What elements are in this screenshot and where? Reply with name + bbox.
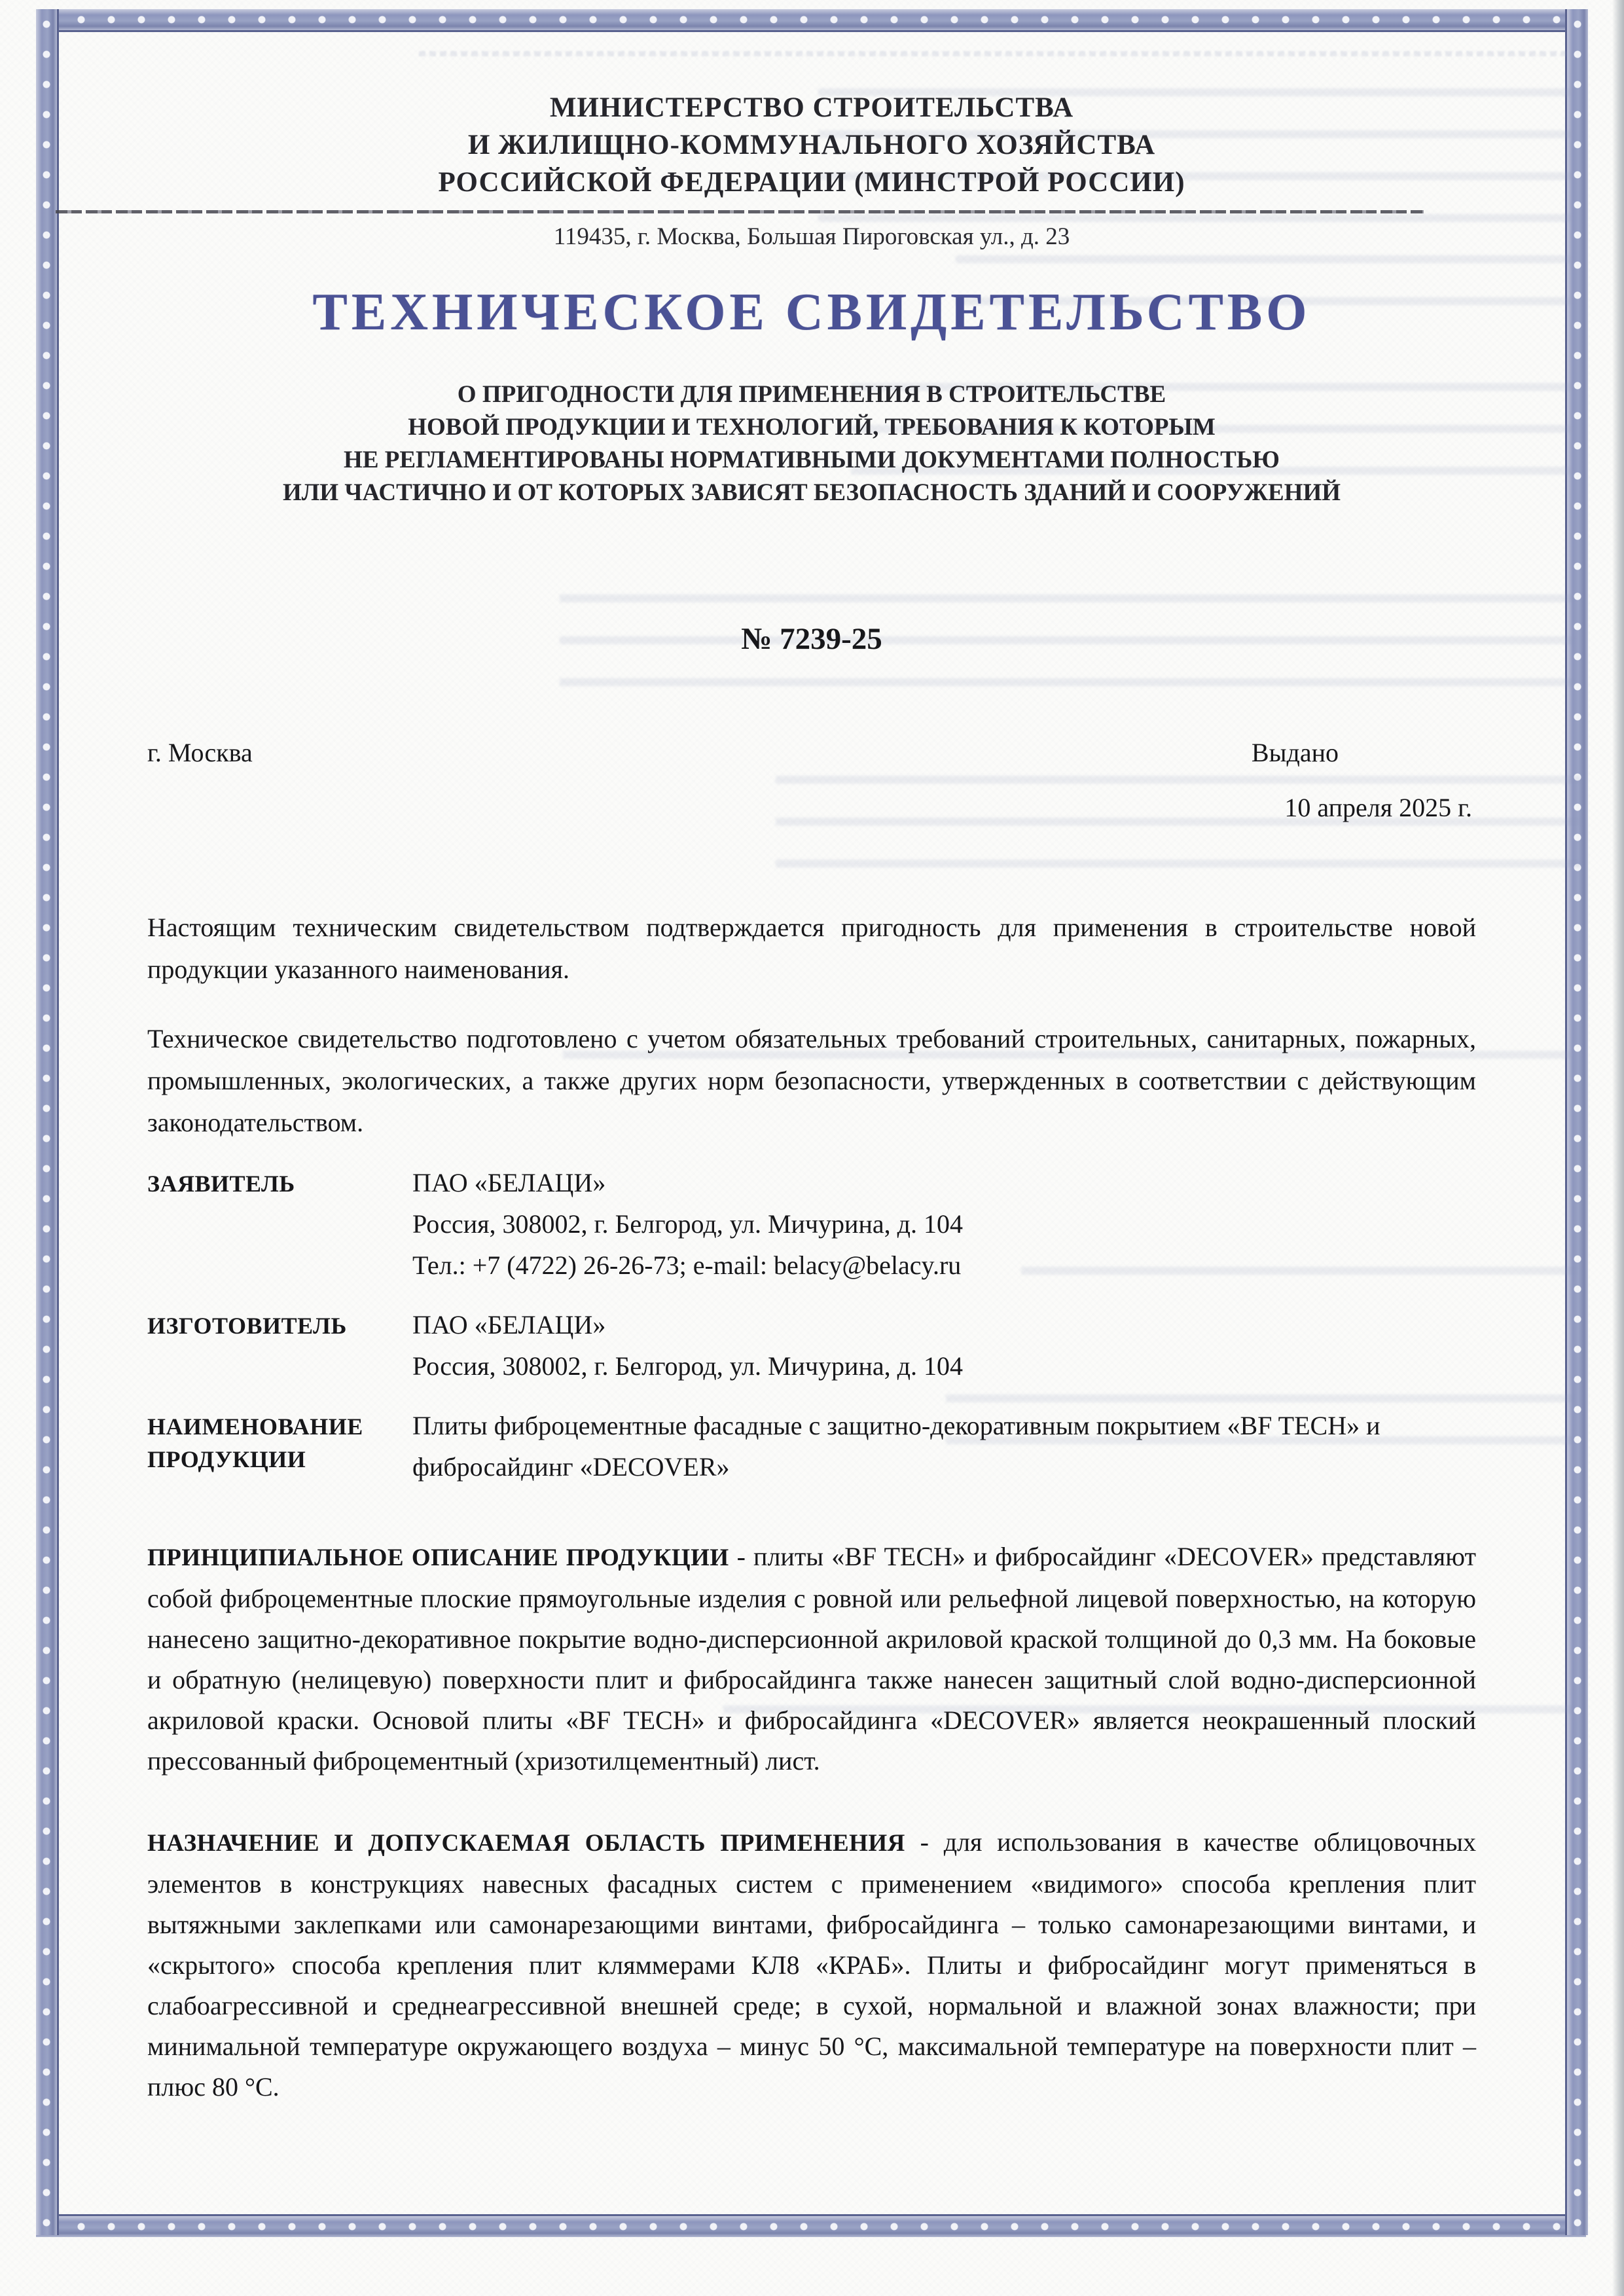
field-value-applicant	[412, 1162, 1476, 1286]
field-value-line: Плиты фиброцементные фасадные с защитно-декоративным покрытием «BF TECH» и фибросайдинг «DECOVER»	[412, 1411, 1380, 1482]
field-value-line: ПАО «БЕЛАЦИ»	[412, 1168, 606, 1197]
purpose-text: - для использования в качестве облицовочных элементов в конструкциях навесных фасадных систем с применением «видимого» способа крепления плит вытяжными заклепками или самонарезающими винтами, фибросайдинга – только самонарезающими винтами, и «скрытого» способа крепления плит кляммерами КЛ8 «КРАБ». Плиты и фибросайдинг могут применяться в слабоагрессивной и среднеагрессивной внешней среде; в сухой, нормальной и влажной зонах влажности; при минимальной температуре окружающего воздуха – минус 50 °С, максимальной температуре на поверхности плит – плюс 80 °С.	[147, 1827, 1476, 2102]
field-value-line: Тел.: +7 (4722) 26-26-73; e-mail: belacy@belacy.ru	[412, 1250, 962, 1280]
page-border-left	[36, 9, 59, 2235]
requirements-paragraph: Техническое свидетельство подготовлено с учетом обязательных требований строительных, санитарных, пожарных, промышленных, экологических, а также других норм безопасности, утвержденных в соответствии с действующим законодательством.	[147, 1024, 1476, 1137]
description-section	[147, 1537, 1476, 1781]
ministry-name	[147, 89, 1476, 201]
description-text: - плиты «BF TECH» и фибросайдинг «DECOVER» представляют собой фиброцементные плоские прямоугольные изделия с ровной или рельефной лицевой поверхностью, на которую нанесено защитно-декоративное покрытие водно-дисперсионной акриловой краской толщиной до 0,3 мм. На боковые и обратную (нелицевую) поверхности плит и фибросайдинга также нанесен защитный слой водно-дисперсионной акриловой краски. Основой плиты «BF TECH» и фибросайдинга «DECOVER» является неокрашенный плоский прессованный фиброцементный (хризотилцементный) лист.	[147, 1542, 1476, 1776]
document-title: ТЕХНИЧЕСКОЕ СВИДЕТЕЛЬСТВО	[312, 283, 1311, 341]
issue-row	[147, 736, 1476, 770]
subtitle-line: ИЛИ ЧАСТИЧНО И ОТ КОТОРЫХ ЗАВИСЯТ БЕЗОПАСНОСТЬ ЗДАНИЙ И СООРУЖЕНИЙ	[282, 479, 1341, 506]
page-border-right	[1565, 9, 1588, 2235]
field-label-manufacturer: ИЗГОТОВИТЕЛЬ	[147, 1313, 347, 1339]
ministry-line: МИНИСТЕРСТВО СТРОИТЕЛЬСТВА	[549, 92, 1074, 123]
issue-date: 10 апреля 2025 г.	[1284, 793, 1472, 822]
document-number: № 7239-25	[741, 622, 882, 656]
field-value-line: Россия, 308002, г. Белгород, ул. Мичурина, д. 104	[412, 1209, 963, 1239]
field-label-applicant: ЗАЯВИТЕЛЬ	[147, 1171, 295, 1197]
purpose-heading: НАЗНАЧЕНИЕ И ДОПУСКАЕМАЯ ОБЛАСТЬ ПРИМЕНЕНИЯ	[147, 1830, 905, 1857]
field-label-product-name: НАИМЕНОВАНИЕ ПРОДУКЦИИ	[147, 1413, 363, 1472]
intro-paragraph: Настоящим техническим свидетельством подтверждается пригодность для применения в строительстве новой продукции указанного наименования.	[147, 913, 1476, 984]
field-value-line: Россия, 308002, г. Белгород, ул. Мичурина, д. 104	[412, 1351, 963, 1381]
ministry-line: И ЖИЛИЩНО-КОММУНАЛЬНОГО ХОЗЯЙСТВА	[467, 130, 1156, 160]
subtitle-line: О ПРИГОДНОСТИ ДЛЯ ПРИМЕНЕНИЯ В СТРОИТЕЛЬСТВЕ	[457, 381, 1166, 408]
issue-city: г. Москва	[147, 738, 253, 767]
letterhead-rule	[56, 210, 1424, 213]
fields-table	[147, 1162, 1476, 1487]
scan-edge-shadow	[1612, 0, 1624, 2296]
certificate-content	[147, 0, 1476, 2107]
subtitle-line: НЕ РЕГЛАМЕНТИРОВАНЫ НОРМАТИВНЫМИ ДОКУМЕНТАМИ ПОЛНОСТЬЮ	[344, 446, 1280, 473]
letterhead-address: 119435, г. Москва, Большая Пироговская ул., д. 23	[553, 223, 1070, 250]
field-value-line: ПАО «БЕЛАЦИ»	[412, 1310, 606, 1339]
ministry-line: РОССИЙСКОЙ ФЕДЕРАЦИИ (МИНСТРОЙ РОССИИ)	[438, 167, 1185, 198]
document-subtitle	[147, 378, 1476, 509]
field-value-product-name	[412, 1405, 1476, 1487]
subtitle-line: НОВОЙ ПРОДУКЦИИ И ТЕХНОЛОГИЙ, ТРЕБОВАНИЯ К КОТОРЫМ	[408, 414, 1216, 441]
purpose-section	[147, 1822, 1476, 2107]
issued-label: Выдано	[1251, 738, 1339, 767]
field-value-manufacturer	[412, 1304, 1476, 1387]
description-heading: ПРИНЦИПИАЛЬНОЕ ОПИСАНИЕ ПРОДУКЦИИ	[147, 1544, 729, 1571]
page-border-bottom	[36, 2214, 1586, 2237]
